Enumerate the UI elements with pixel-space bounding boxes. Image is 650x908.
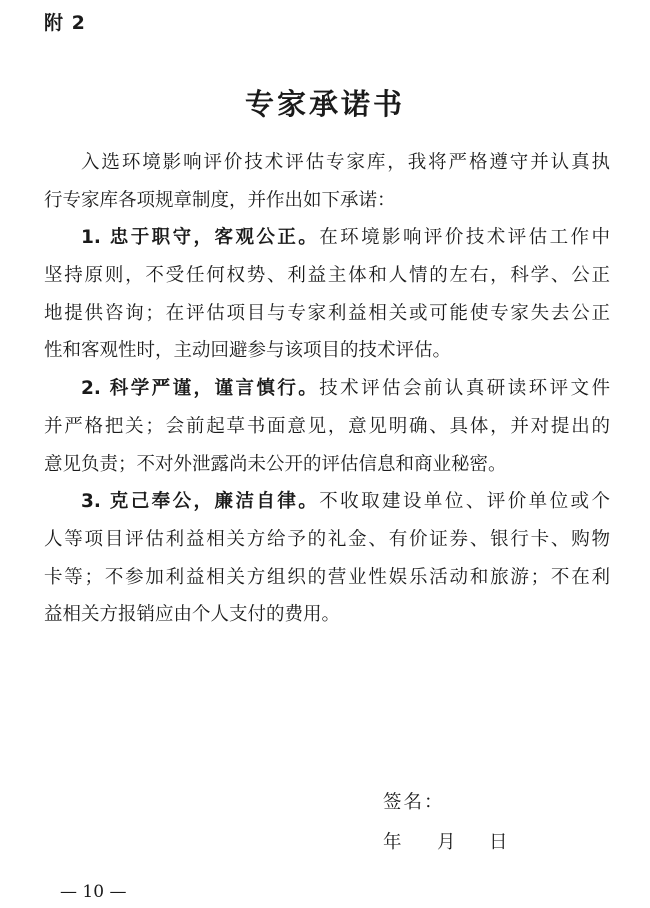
commitment-3-line: 人等项目评估利益相关方给予的礼金、有价证券、银行卡、购物 — [44, 528, 610, 550]
commitment-1-line: 性和客观性时，主动回避参与该项目的技术评估。 — [44, 340, 452, 362]
document-body — [44, 144, 610, 634]
intro-line: 行专家库各项规章制度，并作出如下承诺： — [44, 189, 396, 211]
page-number: — 10 — — [60, 882, 127, 902]
commitment-3-line: 益相关方报销应由个人支付的费用。 — [44, 604, 341, 626]
commitment-3-text: 不收取建设单位、评价单位或个 — [319, 491, 610, 513]
commitment-2-line — [44, 370, 610, 408]
date-year-label: 年 — [383, 832, 402, 853]
intro-line: 入选环境影响评价技术评估专家库，我将严格遵守并认真执 — [81, 152, 610, 173]
signature-label: 签名： — [383, 792, 445, 813]
commitment-1-line: 坚持原则，不受任何权势、利益主体和人情的左右，科学、公正 — [44, 265, 610, 287]
date-month-label: 月 — [437, 832, 456, 853]
commitment-1-line: 地提供咨询；在评估项目与专家利益相关或可能使专家失去公正 — [44, 302, 610, 324]
commitment-3-line: 卡等；不参加利益相关方组织的营业性娱乐活动和旅游；不在利 — [44, 566, 610, 588]
attachment-label: 附 2 — [44, 12, 86, 34]
commitment-1-text: 在环境影响评价技术评估工作中 — [319, 227, 610, 249]
document-title: 专家承诺书 — [244, 87, 405, 121]
commitment-2-heading: 2. 科学严谨，谨言慎行。 — [81, 378, 320, 400]
commitment-1-heading: 1. 忠于职守，客观公正。 — [81, 227, 320, 249]
commitment-2-text: 技术评估会前认真研读环评文件 — [319, 378, 610, 400]
commitment-2-line: 意见负责；不对外泄露尚未公开的评估信息和商业秘密。 — [44, 453, 507, 475]
commitment-3-heading: 3. 克己奉公，廉洁自律。 — [81, 491, 320, 513]
commitment-2-line: 并严格把关；会前起草书面意见，意见明确、具体，并对提出的 — [44, 415, 610, 437]
date-day-label: 日 — [489, 832, 508, 853]
commitment-1-line — [44, 219, 610, 257]
commitment-3-line — [44, 483, 610, 521]
